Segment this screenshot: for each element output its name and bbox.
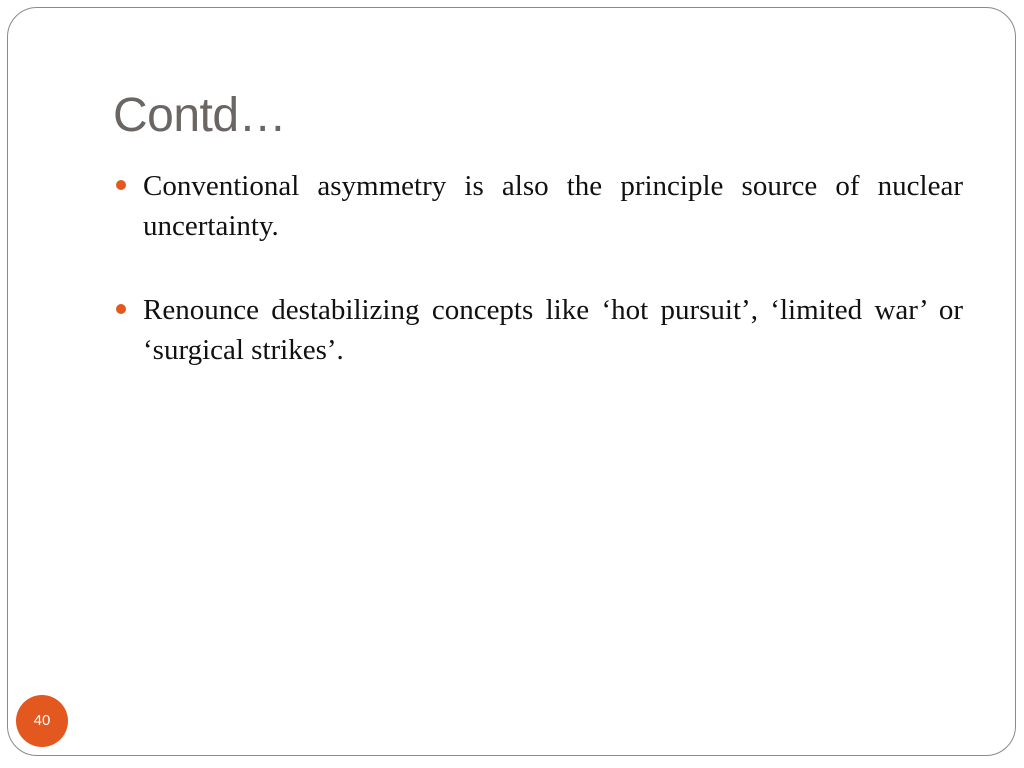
bullet-text: Conventional asymmetry is also the principle source of nuclear uncertainty. [143, 170, 963, 242]
slide-number-badge: 40 [16, 695, 68, 747]
slide-title: Contd… [113, 89, 287, 142]
bullet-item [143, 290, 963, 370]
bullet-dot-icon [116, 304, 126, 314]
bullet-dot-icon [116, 180, 126, 190]
bullet-text: Renounce destabilizing concepts like ‘hot pursuit’, ‘limited war’ or ‘surgical strikes’. [143, 294, 963, 366]
bullet-list [143, 166, 963, 414]
bullet-item [143, 166, 963, 246]
